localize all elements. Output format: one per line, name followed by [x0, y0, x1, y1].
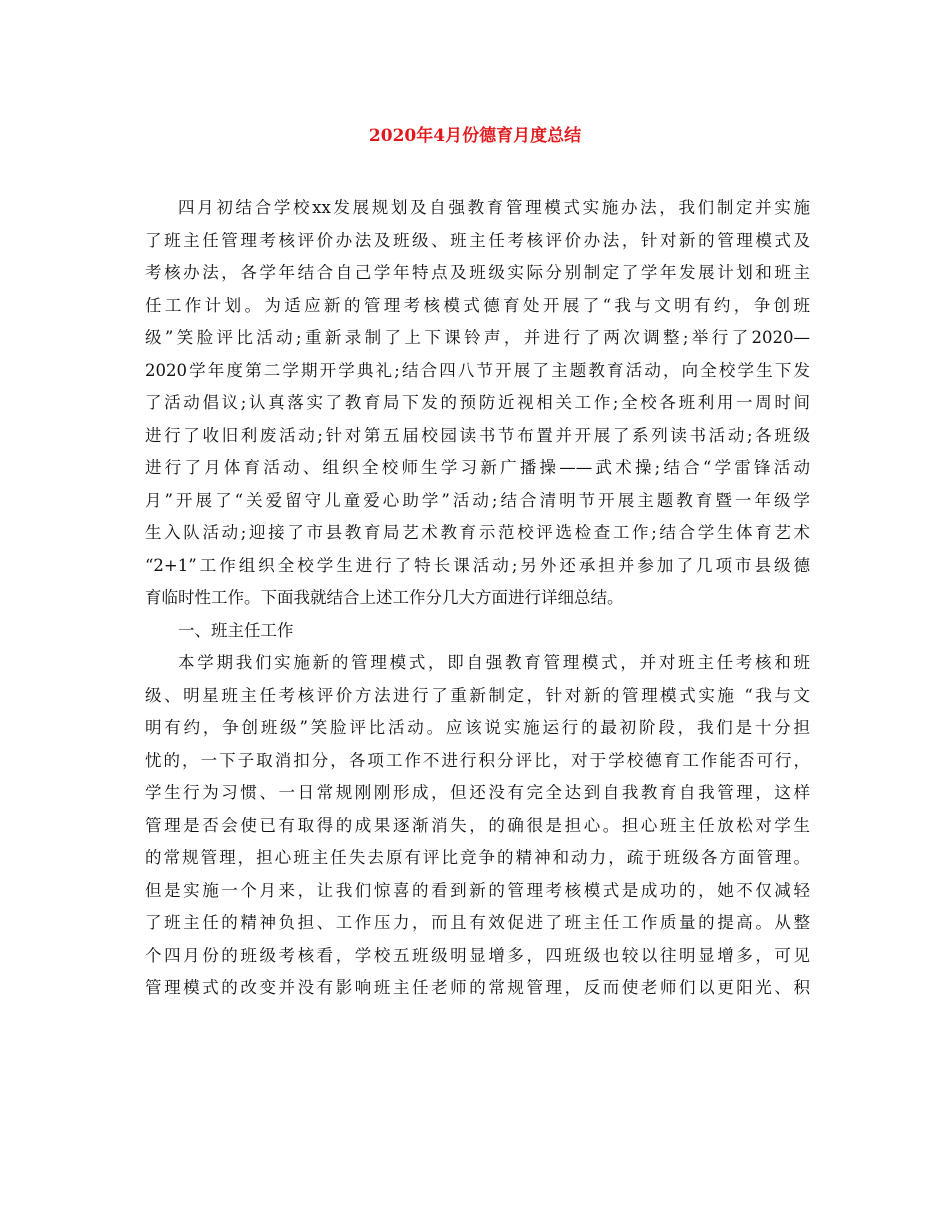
paragraph-line: 月”开展了“关爱留守儿童爱心助学”活动;结合清明节开展主题教育暨一年级学: [145, 490, 810, 510]
paragraph-line: 个四月份的班级考核看，学校五班级明显增多，四班级也较以往明显增多，可见: [145, 945, 810, 965]
paragraph-line: 四月初结合学校xx发展规划及自强教育管理模式实施办法，我们制定并实施: [178, 198, 810, 217]
paragraph-line: 进行了月体育活动、组织全校师生学习新广播操——武术操;结合“学雷锋活动: [145, 458, 810, 477]
paragraph-line: 明有约，争创班级”笑脸评比活动。应该说实施运行的最初阶段，我们是十分担: [145, 718, 810, 737]
document-body: [145, 192, 810, 1005]
paragraph-line: 管理是否会使已有取得的成果逐渐消失，的确很是担心。担心班主任放松对学生: [145, 815, 810, 835]
paragraph-line: 生入队活动;迎接了市县教育局艺术教育示范校评选检查工作;结合学生体育艺术: [145, 523, 810, 542]
paragraph-line: 学生行为习惯、一日常规刚刚形成，但还没有完全达到自我教育自我管理，这样: [145, 783, 810, 802]
paragraph-line: 级、明星班主任考核评价方法进行了重新制定，针对新的管理模式实施 “我与文: [145, 685, 810, 705]
paragraph-line: 考核办法，各学年结合自己学年特点及班级实际分别制定了学年发展计划和班主: [145, 263, 810, 282]
paragraph-line: 的常规管理，担心班主任失去原有评比竞争的精神和动力，疏于班级各方面管理。: [145, 848, 810, 867]
paragraph-line: 忧的，一下子取消扣分，各项工作不进行积分评比，对于学校德育工作能否可行，: [145, 750, 810, 770]
document-title: 2020年4月份德育月度总结: [368, 126, 582, 146]
paragraph-line: 任工作计划。为适应新的管理考核模式德育处开展了“我与文明有约，争创班: [145, 295, 810, 315]
paragraph-line: 2020学年度第二学期开学典礼;结合四八节开展了主题教育活动，向全校学生下发: [145, 360, 810, 380]
section-heading: 一、班主任工作: [178, 620, 294, 640]
paragraph-line: 级”笑脸评比活动;重新录制了上下课铃声，并进行了两次调整;举行了2020—: [145, 328, 810, 347]
paragraph-line: 了活动倡议;认真落实了教育局下发的预防近视相关工作;全校各班利用一周时间: [145, 393, 810, 412]
paragraph-line: “2+1”工作组织全校学生进行了特长课活动;另外还承担并参加了几项市县级德: [145, 555, 810, 575]
paragraph-line: 了班主任管理考核评价办法及班级、班主任考核评价办法，针对新的管理模式及: [145, 230, 810, 250]
paragraph-line: 本学期我们实施新的管理模式，即自强教育管理模式，并对班主任考核和班: [178, 653, 810, 672]
paragraph-line: 了班主任的精神负担、工作压力，而且有效促进了班主任工作质量的提高。从整: [145, 913, 810, 932]
paragraph-line: 管理模式的改变并没有影响班主任老师的常规管理，反而使老师们以更阳光、积: [145, 978, 810, 997]
paragraph-line: 但是实施一个月来，让我们惊喜的看到新的管理考核模式是成功的，她不仅减轻: [145, 880, 810, 900]
paragraph-line: 育临时性工作。下面我就结合上述工作分几大方面进行详细总结。: [145, 588, 624, 607]
paragraph-line: 进行了收旧利废活动;针对第五届校园读书节布置并开展了系列读书活动;各班级: [145, 425, 810, 445]
